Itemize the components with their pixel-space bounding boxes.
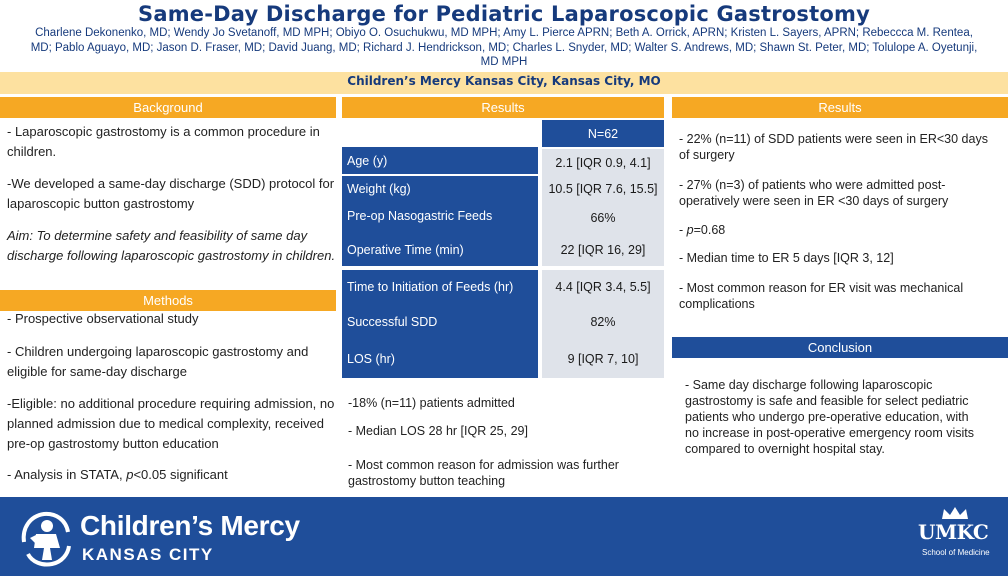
result-point-5: - Most common reason for ER visit was mechanical complications [679, 281, 964, 311]
results-right-heading: Results [672, 97, 1008, 118]
background-point-2: -We developed a same-day discharge (SDD) protocol for laparoscopic button gastrostomy [7, 176, 335, 211]
background-heading: Background [0, 97, 336, 118]
childrens-mercy-wordmark: Children’s Mercy [80, 510, 300, 541]
conclusion-text: - Same day discharge following laparoscopic gastrostomy is safe and feasible for select pediatric patients who undergo pre-operative education, with no increase in post-operative emergency room visits compared to overnight hospital stay. [685, 378, 975, 456]
methods-point-4: - Analysis in STATA, p<0.05 significant [7, 467, 228, 482]
result-point-2: - 27% (n=3) of patients who were admitted post-operatively were seen in ER <30 days of surgery [679, 178, 949, 208]
results-heading: Results [342, 97, 664, 118]
median-los: - Median LOS 28 hr [IQR 25, 29] [348, 424, 528, 438]
study-aim: Aim: To determine safety and feasibility of same day discharge following laparoscopic gastrostomy in children. [7, 228, 336, 263]
affiliation: Children’s Mercy Kansas City, Kansas City, MO [347, 74, 661, 88]
background-point-1: - Laparoscopic gastrostomy is a common procedure in children. [7, 124, 320, 159]
row-label: Operative Time (min) [342, 234, 538, 266]
methods-point-3: -Eligible: no additional procedure requiring admission, no planned admission due to medical complexity, received pre-op gastrostomy button education [7, 396, 335, 451]
author-list [8, 26, 1000, 70]
row-value: 22 [IQR 16, 29] [542, 234, 664, 266]
result-point-4: - Median time to ER 5 days [IQR 3, 12] [679, 251, 894, 265]
childrens-mercy-logo-icon [16, 504, 74, 570]
poster-title: Same-Day Discharge for Pediatric Laparoscopic Gastrostomy [138, 2, 870, 26]
row-value: 2.1 [IQR 0.9, 4.1] [542, 149, 664, 176]
row-label: Time to Initiation of Feeds (hr) [342, 270, 538, 303]
author-line-2: MD; Pablo Aguayo, MD; Jason D. Fraser, MD; David Juang, MD; Richard J. Hendrickson, MD; Charles L. Snyder, MD; Walter S. Andrews, MD; Shawn St. Peter, MD; Tolulope A. Oyetunji, [30, 41, 978, 54]
table-row [342, 202, 664, 234]
row-label: Pre-op Nasogastric Feeds [342, 202, 538, 234]
author-line-1: Charlene Dekonenko, MD; Wendy Jo Svetanoff, MD MPH; Obiyo O. Osuchukwu, MD MPH; Amy L. Pierce APRN; Beth A. Orrick, APRN; Kristen L. Sayers, APRN; Rebeccca M. Rentea, [35, 27, 973, 39]
row-label: LOS (hr) [342, 340, 538, 378]
table-row [342, 234, 664, 266]
admission-reason: - Most common reason for admission was further gastrostomy button teaching [348, 458, 619, 488]
umkc-crown-icon [940, 506, 970, 520]
table-row [342, 303, 664, 340]
table-header-row [342, 120, 664, 147]
row-value: 82% [542, 303, 664, 340]
row-label: Weight (kg) [342, 176, 538, 202]
table-row [342, 147, 664, 174]
row-value: 10.5 [IQR 7.6, 15.5] [542, 176, 664, 202]
umkc-wordmark: UMKC [918, 520, 989, 544]
admission-rate: -18% (n=11) patients admitted [348, 396, 515, 410]
table-row [342, 176, 664, 202]
sample-size: N=62 [542, 120, 664, 147]
row-value: 4.4 [IQR 3.4, 5.5] [542, 270, 664, 303]
result-point-1: - 22% (n=11) of SDD patients were seen in ER<30 days of surgery [679, 132, 988, 162]
table-row [342, 340, 664, 378]
methods-point-2: - Children undergoing laparoscopic gastrostomy and eligible for same-day discharge [7, 344, 309, 379]
methods-heading: Methods [0, 290, 336, 311]
row-label: Successful SDD [342, 303, 538, 340]
kansas-city-wordmark: KANSAS CITY [82, 545, 214, 564]
row-value: 9 [IQR 7, 10] [542, 340, 664, 378]
table-row [342, 270, 664, 303]
row-value: 66% [542, 202, 664, 234]
umkc-school: School of Medicine [922, 548, 990, 557]
author-line-3: MD MPH [480, 56, 528, 68]
conclusion-heading: Conclusion [672, 337, 1008, 358]
methods-point-1: - Prospective observational study [7, 311, 199, 326]
result-point-3: - p=0.68 [679, 223, 726, 237]
row-label: Age (y) [342, 147, 538, 174]
